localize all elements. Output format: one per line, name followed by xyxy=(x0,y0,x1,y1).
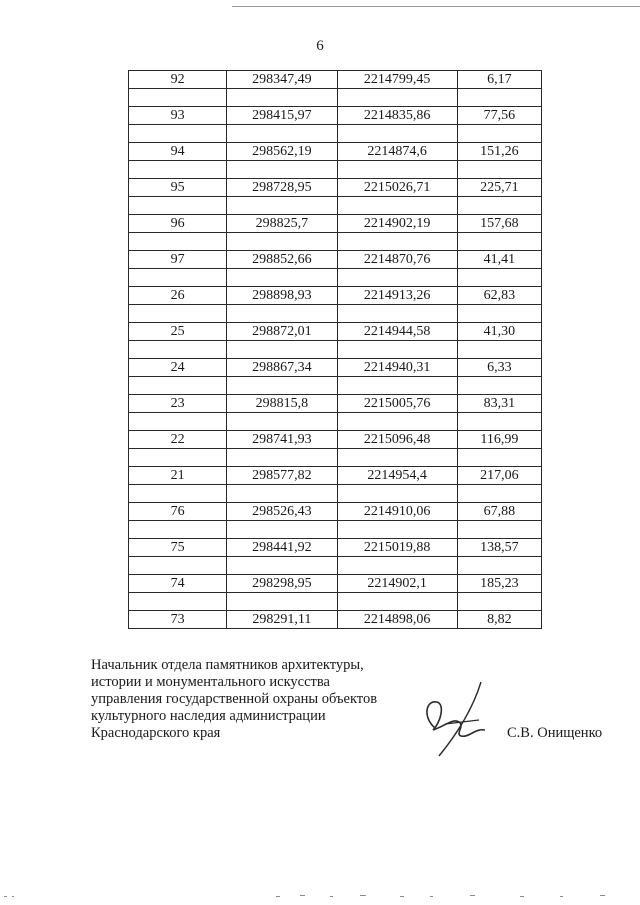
segment-length: 41,41 xyxy=(457,251,541,269)
spacer-cell xyxy=(227,593,337,611)
spacer-row xyxy=(129,485,542,503)
segment-length: 217,06 xyxy=(457,467,541,485)
x-coordinate: 298728,95 xyxy=(227,179,337,197)
x-coordinate: 298441,92 xyxy=(227,539,337,557)
x-coordinate: 298852,66 xyxy=(227,251,337,269)
point-number: 93 xyxy=(129,107,227,125)
spacer-cell xyxy=(129,269,227,287)
spacer-cell xyxy=(337,377,457,395)
y-coordinate: 2214799,45 xyxy=(337,71,457,89)
spacer-cell xyxy=(129,89,227,107)
segment-length: 6,17 xyxy=(457,71,541,89)
spacer-cell xyxy=(457,377,541,395)
table-row xyxy=(129,503,542,521)
table-row xyxy=(129,611,542,629)
spacer-cell xyxy=(457,521,541,539)
x-coordinate: 298298,95 xyxy=(227,575,337,593)
point-number: 97 xyxy=(129,251,227,269)
y-coordinate: 2214835,86 xyxy=(337,107,457,125)
spacer-cell xyxy=(227,197,337,215)
spacer-row xyxy=(129,521,542,539)
table-row xyxy=(129,71,542,89)
spacer-cell xyxy=(227,449,337,467)
spacer-cell xyxy=(457,413,541,431)
spacer-cell xyxy=(129,413,227,431)
point-number: 73 xyxy=(129,611,227,629)
segment-length: 157,68 xyxy=(457,215,541,233)
spacer-cell xyxy=(337,125,457,143)
spacer-cell xyxy=(129,125,227,143)
spacer-cell xyxy=(129,161,227,179)
spacer-cell xyxy=(227,341,337,359)
spacer-cell xyxy=(129,557,227,575)
spacer-row xyxy=(129,413,542,431)
segment-length: 67,88 xyxy=(457,503,541,521)
point-number: 96 xyxy=(129,215,227,233)
spacer-cell xyxy=(129,485,227,503)
segment-length: 151,26 xyxy=(457,143,541,161)
segment-length: 116,99 xyxy=(457,431,541,449)
spacer-cell xyxy=(457,557,541,575)
spacer-cell xyxy=(337,269,457,287)
x-coordinate: 298741,93 xyxy=(227,431,337,449)
spacer-cell xyxy=(337,449,457,467)
spacer-row xyxy=(129,341,542,359)
y-coordinate: 2214913,26 xyxy=(337,287,457,305)
point-number: 76 xyxy=(129,503,227,521)
x-coordinate: 298898,93 xyxy=(227,287,337,305)
x-coordinate: 298291,11 xyxy=(227,611,337,629)
position-line-5: Краснодарского края xyxy=(91,725,221,741)
page-number: 6 xyxy=(316,38,324,54)
spacer-row xyxy=(129,593,542,611)
top-rule xyxy=(232,6,640,7)
point-number: 75 xyxy=(129,539,227,557)
spacer-cell xyxy=(457,161,541,179)
scan-edge-marks xyxy=(0,893,640,899)
spacer-cell xyxy=(227,413,337,431)
point-number: 94 xyxy=(129,143,227,161)
y-coordinate: 2214902,1 xyxy=(337,575,457,593)
spacer-cell xyxy=(227,485,337,503)
signatory-name: С.В. Онищенко xyxy=(507,725,603,741)
spacer-row xyxy=(129,233,542,251)
segment-length: 41,30 xyxy=(457,323,541,341)
x-coordinate: 298562,19 xyxy=(227,143,337,161)
spacer-cell xyxy=(227,377,337,395)
table-row xyxy=(129,395,542,413)
spacer-cell xyxy=(337,233,457,251)
spacer-row xyxy=(129,557,542,575)
spacer-row xyxy=(129,305,542,323)
x-coordinate: 298526,43 xyxy=(227,503,337,521)
spacer-cell xyxy=(457,305,541,323)
spacer-row xyxy=(129,377,542,395)
spacer-cell xyxy=(457,341,541,359)
spacer-cell xyxy=(337,557,457,575)
segment-length: 83,31 xyxy=(457,395,541,413)
spacer-cell xyxy=(337,197,457,215)
point-number: 22 xyxy=(129,431,227,449)
y-coordinate: 2214910,06 xyxy=(337,503,457,521)
y-coordinate: 2214944,58 xyxy=(337,323,457,341)
spacer-cell xyxy=(337,161,457,179)
spacer-row xyxy=(129,197,542,215)
x-coordinate: 298347,49 xyxy=(227,71,337,89)
table-row xyxy=(129,143,542,161)
segment-length: 62,83 xyxy=(457,287,541,305)
spacer-cell xyxy=(129,593,227,611)
x-coordinate: 298825,7 xyxy=(227,215,337,233)
spacer-cell xyxy=(227,521,337,539)
table-row xyxy=(129,575,542,593)
y-coordinate: 2214898,06 xyxy=(337,611,457,629)
spacer-cell xyxy=(227,161,337,179)
spacer-cell xyxy=(337,89,457,107)
spacer-cell xyxy=(129,305,227,323)
spacer-row xyxy=(129,161,542,179)
segment-length: 77,56 xyxy=(457,107,541,125)
spacer-cell xyxy=(129,449,227,467)
segment-length: 6,33 xyxy=(457,359,541,377)
point-number: 23 xyxy=(129,395,227,413)
y-coordinate: 2214874,6 xyxy=(337,143,457,161)
x-coordinate: 298815,8 xyxy=(227,395,337,413)
segment-length: 8,82 xyxy=(457,611,541,629)
spacer-cell xyxy=(337,305,457,323)
spacer-cell xyxy=(457,233,541,251)
spacer-cell xyxy=(227,305,337,323)
spacer-cell xyxy=(457,593,541,611)
spacer-cell xyxy=(227,233,337,251)
segment-length: 225,71 xyxy=(457,179,541,197)
spacer-cell xyxy=(227,125,337,143)
coordinates-table-body xyxy=(129,71,542,629)
position-line-1: Начальник отдела памятников архитектуры, xyxy=(91,657,364,673)
spacer-row xyxy=(129,449,542,467)
table-row xyxy=(129,539,542,557)
point-number: 95 xyxy=(129,179,227,197)
y-coordinate: 2214954,4 xyxy=(337,467,457,485)
position-line-3: управления государственной охраны объектов xyxy=(91,691,378,707)
table-row xyxy=(129,359,542,377)
table-row xyxy=(129,431,542,449)
y-coordinate: 2214870,76 xyxy=(337,251,457,269)
position-line-4: культурного наследия администрации xyxy=(91,708,326,724)
x-coordinate: 298577,82 xyxy=(227,467,337,485)
segment-length: 138,57 xyxy=(457,539,541,557)
x-coordinate: 298872,01 xyxy=(227,323,337,341)
spacer-cell xyxy=(227,557,337,575)
y-coordinate: 2215026,71 xyxy=(337,179,457,197)
x-coordinate: 298415,97 xyxy=(227,107,337,125)
coordinates-table xyxy=(128,70,542,629)
table-row xyxy=(129,287,542,305)
spacer-cell xyxy=(129,233,227,251)
point-number: 74 xyxy=(129,575,227,593)
spacer-cell xyxy=(129,341,227,359)
spacer-row xyxy=(129,125,542,143)
table-row xyxy=(129,251,542,269)
y-coordinate: 2215096,48 xyxy=(337,431,457,449)
table-row xyxy=(129,467,542,485)
table-row xyxy=(129,323,542,341)
spacer-row xyxy=(129,269,542,287)
spacer-cell xyxy=(337,593,457,611)
spacer-cell xyxy=(337,485,457,503)
spacer-cell xyxy=(129,521,227,539)
point-number: 24 xyxy=(129,359,227,377)
spacer-cell xyxy=(337,341,457,359)
y-coordinate: 2214902,19 xyxy=(337,215,457,233)
spacer-cell xyxy=(227,269,337,287)
spacer-cell xyxy=(457,197,541,215)
point-number: 21 xyxy=(129,467,227,485)
spacer-cell xyxy=(457,449,541,467)
spacer-cell xyxy=(457,269,541,287)
table-row xyxy=(129,107,542,125)
table-row xyxy=(129,179,542,197)
point-number: 26 xyxy=(129,287,227,305)
spacer-cell xyxy=(457,485,541,503)
position-line-2: истории и монументального искусства xyxy=(91,674,330,690)
x-coordinate: 298867,34 xyxy=(227,359,337,377)
spacer-cell xyxy=(227,89,337,107)
signature-block xyxy=(91,657,377,742)
spacer-cell xyxy=(129,377,227,395)
spacer-row xyxy=(129,89,542,107)
y-coordinate: 2214940,31 xyxy=(337,359,457,377)
y-coordinate: 2215019,88 xyxy=(337,539,457,557)
spacer-cell xyxy=(337,413,457,431)
handwritten-signature xyxy=(415,678,505,758)
point-number: 92 xyxy=(129,71,227,89)
point-number: 25 xyxy=(129,323,227,341)
spacer-cell xyxy=(457,125,541,143)
segment-length: 185,23 xyxy=(457,575,541,593)
spacer-cell xyxy=(337,521,457,539)
spacer-cell xyxy=(129,197,227,215)
y-coordinate: 2215005,76 xyxy=(337,395,457,413)
spacer-cell xyxy=(457,89,541,107)
table-row xyxy=(129,215,542,233)
